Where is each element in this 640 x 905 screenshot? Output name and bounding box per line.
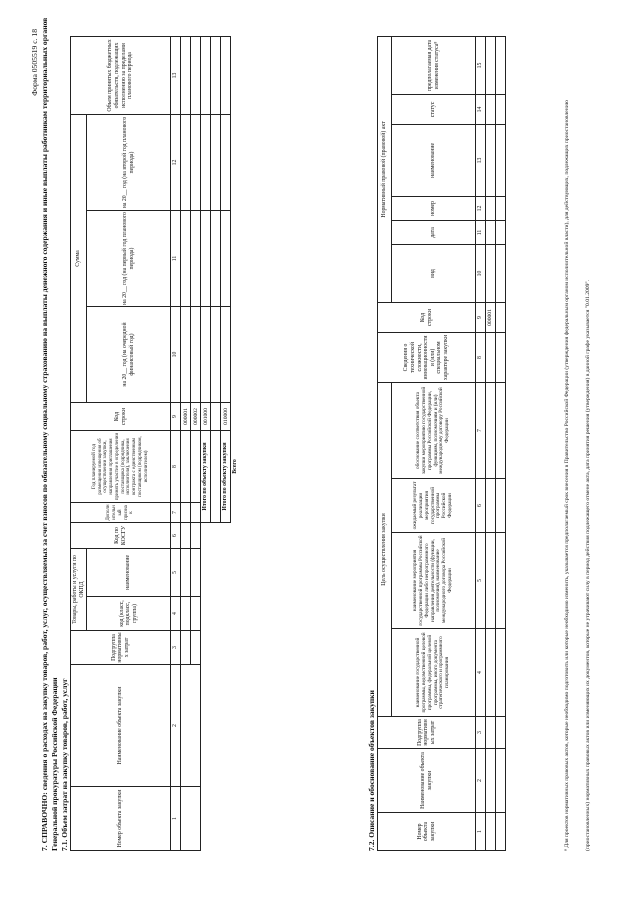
hdr-year: Год планируемой год размещения извещения об осуществлении закупки, направления приглашения принять участие в определении поставщика (подрядчика, исполнителя), заключения контракта с единственным поставщиком (подрядчиком, исполнителем): [71, 431, 171, 503]
col-num-10: 10: [171, 307, 181, 403]
cell: [496, 479, 506, 533]
table-row-total-all: [221, 36, 231, 850]
cell: [496, 95, 506, 125]
cell: [201, 307, 211, 403]
costs-table: [70, 36, 240, 851]
cell: [496, 197, 506, 221]
cell: [496, 36, 506, 94]
total-object-label: Итого по объекту закупки: [201, 431, 211, 523]
cell: [211, 307, 221, 403]
cell: [486, 36, 496, 94]
cell: [191, 631, 201, 665]
cell: [191, 114, 201, 210]
hdr-sum-next: на 20__ год (на очередной финансовый год): [87, 307, 171, 403]
cell: [191, 431, 201, 503]
cell: [496, 813, 506, 851]
cell: [211, 431, 221, 523]
row-code-1: 000001: [181, 403, 191, 431]
hdr2-goal: Цель осуществления закупки: [378, 383, 392, 717]
table-row-total-object: [201, 36, 211, 850]
col-num-3: 3: [171, 631, 181, 665]
cell: [211, 36, 221, 114]
col-num-8: 8: [171, 431, 181, 503]
col-num-13: 13: [171, 36, 181, 114]
hdr-okpd-code: код (класс, подкласс, группа): [87, 597, 171, 631]
hdr2-justification: обоснование соответствия объекта закупки мероприятию государственной программы Российской Федерации, функциям, полномочиям и (или) международному договору Российской Федерации: [392, 383, 476, 479]
cell: [201, 36, 211, 114]
col-num-9: 9: [171, 403, 181, 431]
cell: [486, 383, 496, 479]
cell: [486, 125, 496, 197]
hdr-okpd: Товары, работы и услуги по ОКПД: [71, 549, 87, 631]
col2-num-12: 12: [476, 197, 486, 221]
cell: [496, 333, 506, 383]
hdr2-subgroup: Подгруппа нормативных затрат: [378, 717, 476, 749]
cell: [181, 523, 191, 549]
description-table: [377, 36, 506, 851]
cell: [191, 523, 201, 549]
cell: [211, 211, 221, 307]
cell: [221, 211, 231, 307]
col2-num-5: 5: [476, 533, 486, 629]
hdr2-result: ожидаемый результат реализации мероприятия государственной программы Российской Федерации: [392, 479, 476, 533]
cell: [181, 549, 191, 597]
spacer: [221, 523, 231, 851]
hdr2-normative: Нормативный правовой (правовой) акт: [378, 36, 392, 302]
cell: [496, 221, 506, 245]
total-object-code: 001000: [201, 403, 211, 431]
cell: [486, 197, 496, 221]
row2-code: 000001: [486, 303, 496, 333]
cell: [211, 403, 221, 431]
col2-num-6: 6: [476, 479, 486, 533]
cell: [496, 383, 506, 479]
cell: [181, 307, 191, 403]
table-row: [486, 36, 496, 850]
hdr2-object-no: Номер объекта закупки: [378, 813, 476, 851]
cell: [181, 787, 201, 851]
landscape-content: [30, 17, 610, 855]
hdr2-event: наименование мероприятия государственной программы Российской Федерации либо непрограммного направления деятельности (функции, полномочия), наименование международного договора Российской Федерации: [392, 533, 476, 629]
total-all-code: 010000: [221, 403, 231, 431]
cell: [486, 333, 496, 383]
footnote-line-1: ⁸ Для проектов нормативных правовых актов, которые необходимо подготовить или которые необходимо изменить, указывается предполагаемый срок внесения в Правительство Российской Федерации (утверждения федеральным органом исполнительной власти), для действующих, подлежащих приостановлению: [564, 100, 570, 851]
cell: [496, 303, 506, 333]
cell: [181, 503, 191, 523]
spacer: [201, 523, 211, 851]
cell: [181, 597, 191, 631]
col-num-1: 1: [171, 787, 181, 851]
cell: [191, 307, 201, 403]
col-num-7: 7: [171, 503, 181, 523]
section-7-1-title: 7.1. Объем затрат на закупку товаров, работ, услуг: [60, 678, 69, 851]
hdr-accepted: Объем принятых бюджетных обязательств, подлежащих исполнению за пределами планового периода: [71, 36, 171, 114]
hdr-extra: Дополнительный признак: [71, 503, 171, 523]
table-row-vsego: [231, 36, 240, 850]
cell: [496, 629, 506, 717]
table-row: [496, 36, 506, 850]
col-num-6: 6: [171, 523, 181, 549]
hdr2-date: дата: [392, 221, 476, 245]
cell: [181, 36, 191, 114]
hdr-sum: Сумма: [71, 114, 87, 402]
col-num-11: 11: [171, 211, 181, 307]
col-num-2: 2: [171, 665, 181, 787]
hdr-subgroup: Подгруппа нормативных затрат: [71, 631, 171, 665]
col2-num-15: 15: [476, 36, 486, 94]
cell: [486, 749, 496, 813]
hdr2-line-code: Код строки: [378, 303, 476, 333]
section-7-2-title: 7.2. Описание и обоснование объектов закупки: [367, 690, 376, 851]
col2-num-3: 3: [476, 717, 486, 749]
row-code-2: 000002: [191, 403, 201, 431]
table-row: [211, 36, 221, 850]
table-row: [181, 36, 191, 850]
cell: [486, 717, 496, 749]
hdr-okpd-name: наименование: [87, 549, 171, 597]
cell: [486, 533, 496, 629]
col2-num-14: 14: [476, 95, 486, 125]
hdr2-naming: наименование: [392, 125, 476, 197]
cell: [181, 431, 191, 503]
form-code: Форма 0505519 с. 18: [30, 29, 39, 96]
hdr-sum-second: на 20__ год (на второй год планового периода): [87, 114, 171, 210]
cell: [496, 717, 506, 749]
cell: [201, 211, 211, 307]
cell: [191, 549, 201, 597]
col2-num-11: 11: [476, 221, 486, 245]
footnote-line-2: (приостановленных) нормативных правовых актов или изменяющих их документов, которые не утрачивают силу в период действия подлежащего отмене акта, дата принятия решения (утверждения) в данной графе указывается "0.01.2009".: [585, 279, 591, 851]
cell: [496, 533, 506, 629]
spacer: [211, 523, 221, 851]
hdr-object-name: Наименование объекта закупки: [71, 665, 171, 787]
cell: [496, 125, 506, 197]
spacer: [231, 36, 240, 430]
cell: [181, 665, 201, 787]
col2-num-1: 1: [476, 813, 486, 851]
hdr-object-no: Номер объекта закупки: [71, 787, 171, 851]
cell: [201, 114, 211, 210]
col2-num-13: 13: [476, 125, 486, 197]
cell: [496, 245, 506, 303]
cell: [221, 114, 231, 210]
col2-num-2: 2: [476, 749, 486, 813]
total-all-label: Итого по объекту закупки: [221, 431, 231, 523]
cell: [211, 114, 221, 210]
cell: [191, 503, 201, 523]
cell: [221, 307, 231, 403]
col2-num-8: 8: [476, 333, 486, 383]
vsego-label: Всего: [232, 459, 239, 474]
cell: [496, 749, 506, 813]
hdr2-tech: Сведения о технической сложности, инновационности и (или) специальном характере закупки: [378, 333, 476, 383]
cell: [221, 36, 231, 114]
hdr-line-code: Код строки: [71, 403, 171, 431]
heading-line-2: Генеральной прокуратуры Российской Федерации: [50, 677, 59, 851]
hdr2-vid: вид: [392, 245, 476, 303]
cell: [181, 631, 191, 665]
hdr2-status: статус: [392, 95, 476, 125]
cell: [181, 114, 191, 210]
cell: [191, 597, 201, 631]
col-num-4: 4: [171, 597, 181, 631]
cell: [486, 813, 496, 851]
spacer: [231, 503, 240, 851]
hdr2-object-name: Наименование объекта закупки: [378, 749, 476, 813]
hdr-kosgu: Код по КОСГУ: [71, 523, 171, 549]
cell: [191, 211, 201, 307]
cell: [486, 629, 496, 717]
col2-num-7: 7: [476, 383, 486, 479]
cell: [486, 221, 496, 245]
col2-num-4: 4: [476, 629, 486, 717]
cell: [486, 95, 496, 125]
cell: [486, 479, 496, 533]
cell: [181, 211, 191, 307]
col-num-12: 12: [171, 114, 181, 210]
col2-num-10: 10: [476, 245, 486, 303]
hdr2-program: наименование государственной программы, ведомственной целевой программы, федеральной целевой программы, иного документа стратегического и программного планирования: [392, 629, 476, 717]
cell: [486, 245, 496, 303]
hdr2-pred-status: предполагаемая дата изменения статуса⁸: [392, 36, 476, 94]
heading-line-1: 7. СПРАВОЧНО: сведения о расходах на закупку товаров, работ, услуг, осуществляемых за счет взносов по обязательному социальному страхованию на выплаты денежного содержания и иные выплаты работникам территориальных органов: [40, 17, 49, 851]
col2-num-9: 9: [476, 303, 486, 333]
cell: [191, 36, 201, 114]
hdr2-number: номер: [392, 197, 476, 221]
hdr-sum-first: на 20__ год (на первый год планового периода): [87, 211, 171, 307]
col-num-5: 5: [171, 549, 181, 597]
